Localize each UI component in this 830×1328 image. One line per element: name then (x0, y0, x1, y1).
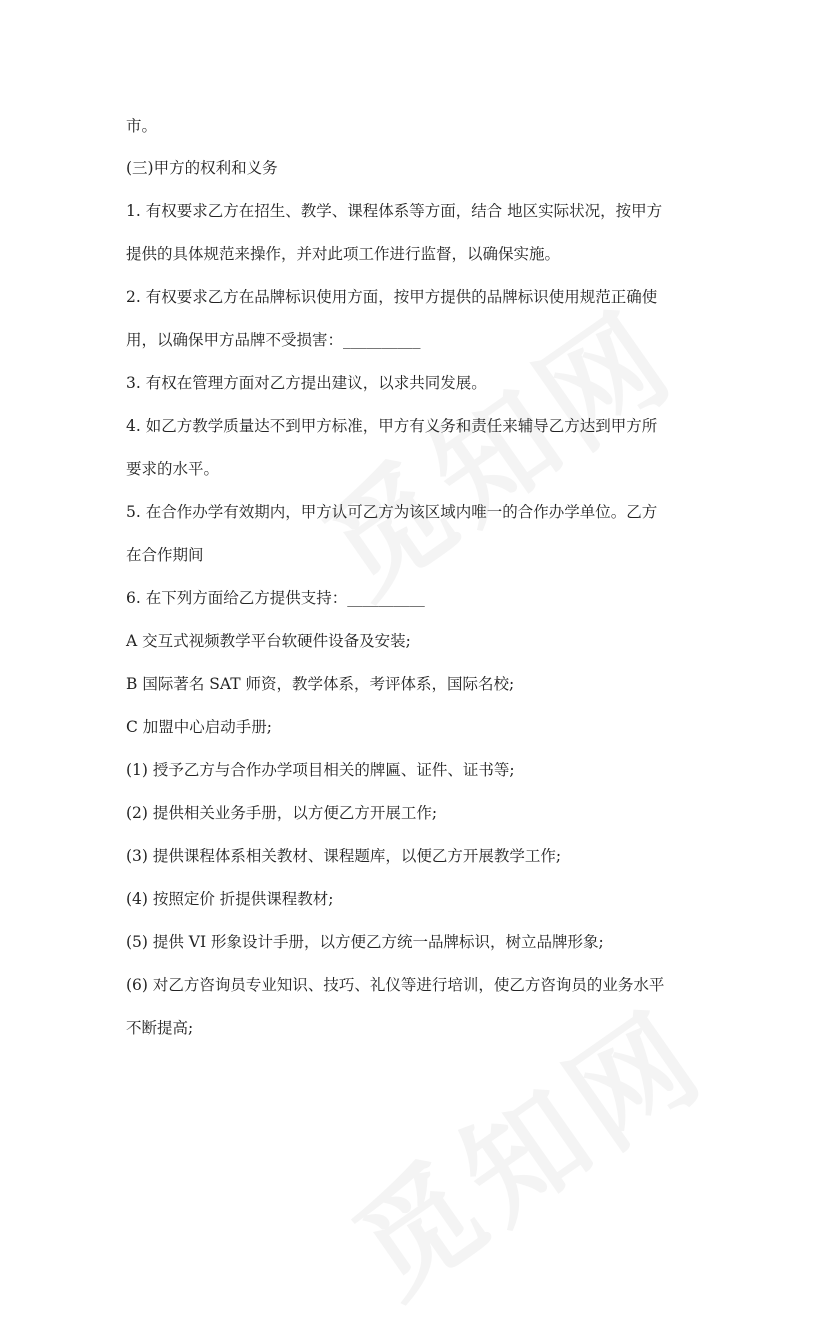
section-heading: (三)甲方的权利和义务 (126, 159, 278, 177)
text-line: 市。 (126, 117, 158, 135)
text-line: A 交互式视频教学平台软硬件设备及安装; (126, 632, 411, 650)
text-line: C 加盟中心启动手册; (126, 718, 273, 736)
text-line: 不断提高; (126, 1019, 194, 1037)
text-line: (4) 按照定价 折提供课程教材; (126, 890, 334, 908)
text-line: (6) 对乙方咨询员专业知识、技巧、礼仪等进行培训，使乙方咨询员的业务水平 (126, 976, 665, 994)
text-line: 用，以确保甲方品牌不受损害：__________ (126, 331, 421, 349)
text-line: (5) 提供 VI 形象设计手册，以方便乙方统一品牌标识，树立品牌形象; (126, 933, 604, 951)
text-line: 要求的水平。 (126, 460, 220, 478)
text-line: 3. 有权在管理方面对乙方提出建议，以求共同发展。 (126, 374, 487, 392)
text-line: 1. 有权要求乙方在招生、教学、课程体系等方面，结合 地区实际状况，按甲方 (126, 202, 663, 220)
text-line: 在合作期间 (126, 546, 204, 564)
text-line: B 国际著名 SAT 师资，教学体系，考评体系，国际名校; (126, 675, 515, 693)
text-line: 5. 在合作办学有效期内，甲方认可乙方为该区域内唯一的合作办学单位。乙方 (126, 503, 658, 521)
text-line: (1) 授予乙方与合作办学项目相关的牌匾、证件、证书等; (126, 761, 515, 779)
watermark (286, 264, 704, 629)
text-line: 2. 有权要求乙方在品牌标识使用方面，按甲方提供的品牌标识使用规范正确使 (126, 288, 658, 306)
text-line: 提供的具体规范来操作，并对此项工作进行监督，以确保实施。 (126, 245, 561, 263)
text-line: (3) 提供课程体系相关教材、课程题库，以便乙方开展教学工作; (126, 847, 562, 865)
text-line: 6. 在下列方面给乙方提供支持：__________ (126, 589, 425, 607)
watermark (316, 964, 734, 1328)
text-line: (2) 提供相关业务手册，以方便乙方开展工作; (126, 804, 438, 822)
text-line: 4. 如乙方教学质量达不到甲方标准，甲方有义务和责任来辅导乙方达到甲方所 (126, 417, 658, 435)
